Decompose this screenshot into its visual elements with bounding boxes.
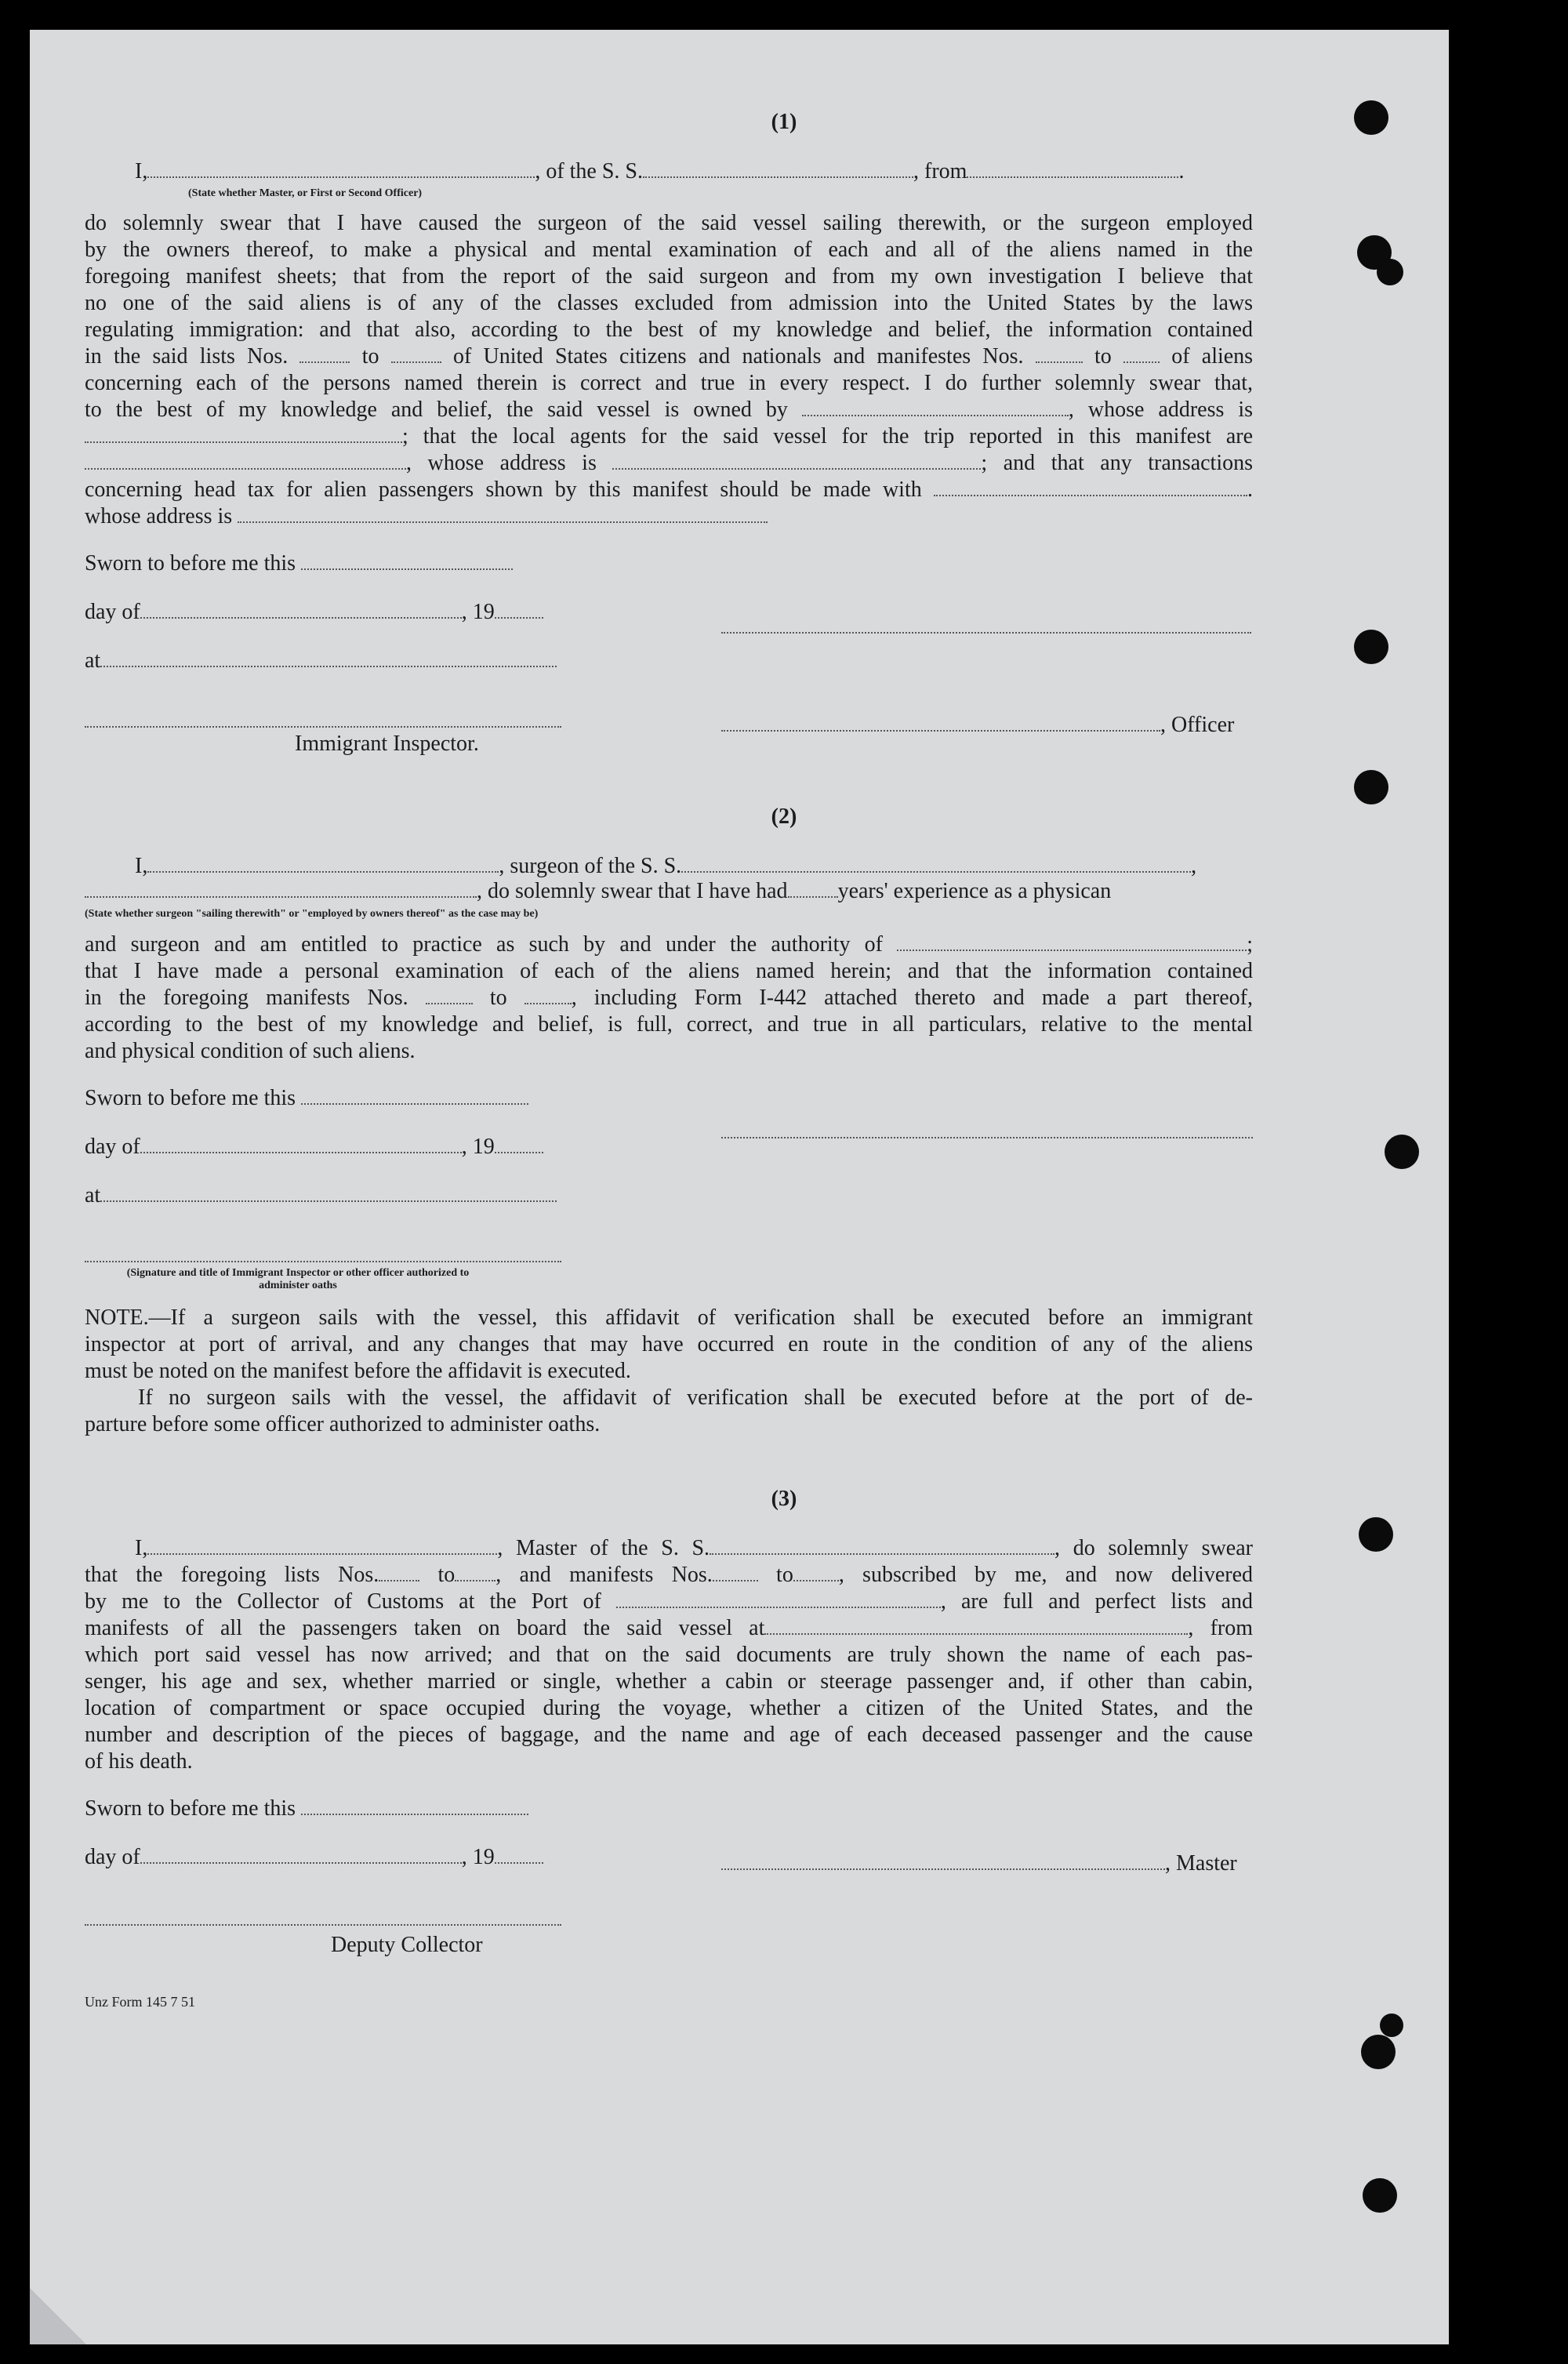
s1-inspector-signature-line [85,724,561,728]
punch-hole [1354,770,1388,804]
punch-hole [1363,2178,1397,2213]
s1-agents-line: ; that the local agents for the said vessel for the trip reported in this manifest are [85,423,1253,450]
s3-line-1: I, , Master of the S. S. , do solemnly swear [135,1536,1253,1560]
s3-para-line: which port said vessel has now arrived; and that on the said documents are truly shown the name of each pas- [85,1643,1253,1667]
s2-line-2: , do solemnly swear that I have had years' experience as a physican [85,878,1111,905]
s2-signature-caption: (Signature and title of Immigrant Inspector or other officer authorized to administer oaths [126,1267,470,1291]
s1-headtax-line: concerning head tax for alien passengers shown by this manifest should be made with . [85,478,1254,502]
section-3-number: (3) [771,1487,797,1511]
form-number: Unz Form 145 7 51 [85,1994,195,2010]
s1-signature-line-right [721,630,1251,634]
s3-day-of: day of , 19 [85,1844,543,1871]
s1-para-line: regulating immigration: and that also, according to the best of my knowledge and belief, the information contained [85,318,1253,342]
s2-at: at [85,1182,557,1209]
s3-para-line: of his death. [85,1749,193,1774]
s1-para-line: concerning each of the persons named therein is correct and true in every respect. I do further solemnly swear that, [85,371,1253,395]
s2-sworn: Sworn to before me this [85,1085,528,1112]
s3-master: , Master [721,1850,1237,1877]
s2-note-line: parture before some officer authorized to administer oaths. [85,1412,601,1436]
s1-caption: (State whether Master, or First or Second Officer) [188,187,423,199]
s1-whose-address: whose address is [85,503,768,530]
s1-line-1: I, , of the S. S. , from . [135,159,1185,183]
punch-hole [1354,630,1388,664]
s3-line-2: that the foregoing lists Nos. to , and manifests Nos. to , subscribed by me, and now delivered [85,1563,1254,1587]
s1-owner-line: to the best of my knowledge and belief, the said vessel is owned by , whose address is [85,398,1254,422]
s2-caption: (State whether surgeon "sailing therewith" or "employed by owners thereof" as the case may be) [85,908,539,920]
section-1-number: (1) [771,110,797,134]
s1-lists-line: in the said lists Nos. to of United States citizens and nationals and manifestes Nos. to of aliens [85,344,1254,369]
s2-manifests-line: in the foregoing manifests Nos. to , including Form I-442 attached thereto and made a part thereof, [85,986,1254,1010]
s2-para-line: that I have made a personal examination of each of the aliens named herein; and that the information contained [85,959,1253,983]
punch-hole [1361,2035,1396,2069]
punch-hole [1380,2014,1403,2037]
s1-address-line: , whose address is ; and that any transactions [85,450,1253,477]
s2-line-1: I, , surgeon of the S. S. , [135,854,1197,878]
s3-line-3: by me to the Collector of Customs at the Port of , are full and perfect lists and [85,1589,1254,1614]
s3-line-4: manifests of all the passengers taken on board the said vessel at , from [85,1616,1253,1640]
s1-para-line: by the owners thereof, to make a physical and mental examination of each and all of the aliens named in the [85,238,1253,262]
s3-collector-signature-line [85,1923,561,1926]
s1-day-of: day of , 19 [85,599,543,626]
s1-officer: , Officer [721,712,1234,739]
s2-note-line: inspector at port of arrival, and any changes that may have occurred en route in the condition of any of the aliens [85,1332,1253,1356]
s1-inspector-label: Immigrant Inspector. [295,732,479,756]
s2-note-line: If no surgeon sails with the vessel, the affidavit of verification shall be executed before at the port of de- [138,1385,1253,1410]
s1-para-line: no one of the said aliens is of any of the classes excluded from admission into the United States by the laws [85,291,1253,315]
s3-para-line: number and description of the pieces of baggage, and the name and age of each deceased passenger and the cause [85,1723,1253,1747]
punch-hole [1385,1135,1419,1169]
s2-signature-line-right [721,1135,1253,1138]
s2-note-line: must be noted on the manifest before the affidavit is executed. [85,1359,631,1383]
s2-para-line: according to the best of my knowledge and belief, is full, correct, and true in all particulars, relative to the mental [85,1012,1253,1037]
s3-para-line: location of compartment or space occupied during the voyage, whether a citizen of the United States, and the [85,1696,1253,1720]
s2-day-of: day of , 19 [85,1134,543,1160]
s3-sworn: Sworn to before me this [85,1796,528,1822]
s2-inspector-signature-line [85,1259,561,1262]
s1-sworn: Sworn to before me this [85,550,513,577]
s3-collector-label: Deputy Collector [331,1933,483,1957]
folded-corner [30,2288,86,2344]
section-2-number: (2) [771,804,797,829]
s2-para-line: and physical condition of such aliens. [85,1039,416,1063]
s2-authority-line: and surgeon and am entitled to practice as such by and under the authority of ; [85,932,1254,957]
s1-para-line: do solemnly swear that I have caused the surgeon of the said vessel sailing therewith, or the surgeon employed [85,211,1253,235]
s1-para-line: foregoing manifest sheets; that from the report of the said surgeon and from my own investigation I believe that [85,264,1253,289]
s1-at: at [85,648,557,674]
punch-hole [1377,259,1403,285]
s2-note-line: NOTE.—If a surgeon sails with the vessel, this affidavit of verification shall be executed before an immigrant [85,1305,1253,1330]
punch-hole [1359,1517,1393,1552]
s3-para-line: senger, his age and sex, whether married or single, whether a cabin or steerage passenger and, if other than cabin, [85,1669,1253,1694]
